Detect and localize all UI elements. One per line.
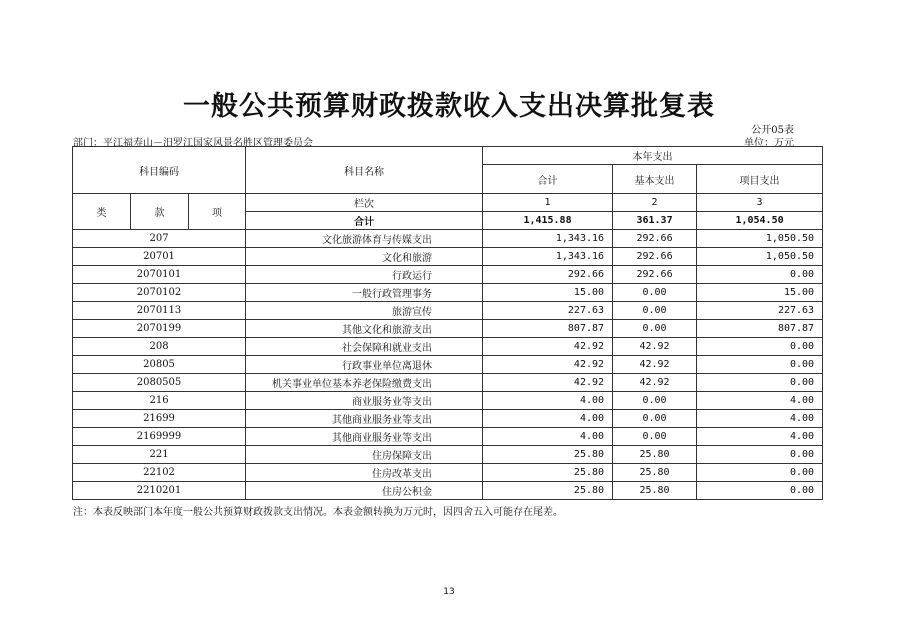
column-index-2: 2: [613, 194, 697, 212]
table-row: [73, 338, 823, 356]
header-kuan: 款: [131, 194, 189, 230]
row-name: 其他文化和旅游支出: [246, 320, 483, 338]
table-row: [73, 392, 823, 410]
row-code: 216: [73, 392, 246, 410]
row-project: 0.00: [697, 374, 823, 392]
row-basic: 0.00: [613, 428, 697, 446]
header-year-expenditure: 本年支出: [483, 147, 823, 165]
row-total: 25.80: [483, 464, 613, 482]
column-index-1: 1: [483, 194, 613, 212]
row-name: 住房公积金: [246, 482, 483, 500]
row-total: 25.80: [483, 446, 613, 464]
column-index-3: 3: [697, 194, 823, 212]
table-row: [73, 320, 823, 338]
header-project: 项目支出: [697, 165, 823, 194]
row-total: 15.00: [483, 284, 613, 302]
row-name: 旅游宣传: [246, 302, 483, 320]
header-lei: 类: [73, 194, 131, 230]
footnote: 注：本表反映部门本年度一般公共预算财政拨款支出情况。本表金额转换为万元时，因四舍五入可能存在尾差。: [73, 507, 563, 518]
row-name: 一般行政管理事务: [246, 284, 483, 302]
table-row: [73, 428, 823, 446]
table-row: [73, 302, 823, 320]
row-project: 0.00: [697, 482, 823, 500]
row-basic: 42.92: [613, 356, 697, 374]
row-total: 292.66: [483, 266, 613, 284]
page-number: 13: [443, 587, 455, 597]
header-basic: 基本支出: [613, 165, 697, 194]
row-project: 4.00: [697, 410, 823, 428]
header-total: 合计: [483, 165, 613, 194]
row-basic: 292.66: [613, 248, 697, 266]
row-basic: 25.80: [613, 482, 697, 500]
department-label: 部门：平江福寿山－汨罗江国家风景名胜区管理委员会: [73, 138, 313, 149]
row-project: 0.00: [697, 266, 823, 284]
row-basic: 42.92: [613, 338, 697, 356]
row-basic: 42.92: [613, 374, 697, 392]
sum-label: 合计: [246, 212, 483, 230]
row-name: 社会保障和就业支出: [246, 338, 483, 356]
row-name: 住房改革支出: [246, 464, 483, 482]
table-row: [73, 230, 823, 248]
row-total: 4.00: [483, 428, 613, 446]
row-project: 0.00: [697, 446, 823, 464]
header-row-1: [73, 147, 823, 165]
row-code: 2070101: [73, 266, 246, 284]
row-project: 807.87: [697, 320, 823, 338]
table-row: [73, 410, 823, 428]
budget-table: [72, 146, 823, 500]
row-code: 2210201: [73, 482, 246, 500]
row-code: 221: [73, 446, 246, 464]
row-code: 207: [73, 230, 246, 248]
row-total: 4.00: [483, 410, 613, 428]
header-name: 科目名称: [246, 147, 483, 194]
table-row: [73, 374, 823, 392]
row-name: 行政运行: [246, 266, 483, 284]
row-project: 0.00: [697, 356, 823, 374]
page-title: 一般公共预算财政拨款收入支出决算批复表: [183, 91, 715, 122]
header-column-index: 栏次: [246, 194, 483, 212]
row-total: 42.92: [483, 338, 613, 356]
header-code: 科目编码: [73, 147, 246, 194]
row-basic: 25.80: [613, 446, 697, 464]
row-code: 208: [73, 338, 246, 356]
row-code: 21699: [73, 410, 246, 428]
sum-total: 1,415.88: [483, 212, 613, 230]
row-name: 机关事业单位基本养老保险缴费支出: [246, 374, 483, 392]
row-code: 20805: [73, 356, 246, 374]
row-name: 行政事业单位离退休: [246, 356, 483, 374]
row-project: 0.00: [697, 338, 823, 356]
row-project: 1,050.50: [697, 248, 823, 266]
sum-basic: 361.37: [613, 212, 697, 230]
row-total: 42.92: [483, 356, 613, 374]
row-project: 4.00: [697, 392, 823, 410]
row-total: 4.00: [483, 392, 613, 410]
table-row: [73, 482, 823, 500]
row-basic: 292.66: [613, 230, 697, 248]
sum-project: 1,054.50: [697, 212, 823, 230]
row-name: 其他商业服务业等支出: [246, 410, 483, 428]
row-total: 227.63: [483, 302, 613, 320]
header-xiang: 项: [189, 194, 246, 230]
row-total: 1,343.16: [483, 248, 613, 266]
row-basic: 0.00: [613, 410, 697, 428]
row-basic: 25.80: [613, 464, 697, 482]
row-project: 1,050.50: [697, 230, 823, 248]
row-name: 其他商业服务业等支出: [246, 428, 483, 446]
row-basic: 0.00: [613, 302, 697, 320]
row-code: 2169999: [73, 428, 246, 446]
table-row: [73, 284, 823, 302]
row-name: 文化旅游体育与传媒支出: [246, 230, 483, 248]
row-basic: 0.00: [613, 284, 697, 302]
row-total: 1,343.16: [483, 230, 613, 248]
form-number: 公开05表: [751, 125, 794, 136]
row-name: 商业服务业等支出: [246, 392, 483, 410]
row-code: 2070199: [73, 320, 246, 338]
row-total: 25.80: [483, 482, 613, 500]
row-code: 2080505: [73, 374, 246, 392]
row-code: 20701: [73, 248, 246, 266]
row-project: 227.63: [697, 302, 823, 320]
table-row: [73, 446, 823, 464]
row-name: 住房保障支出: [246, 446, 483, 464]
header-row-3: [73, 194, 823, 212]
table-row: [73, 266, 823, 284]
row-basic: 0.00: [613, 320, 697, 338]
row-code: 2070102: [73, 284, 246, 302]
row-basic: 0.00: [613, 392, 697, 410]
table-row: [73, 464, 823, 482]
row-name: 文化和旅游: [246, 248, 483, 266]
row-code: 22102: [73, 464, 246, 482]
row-total: 42.92: [483, 374, 613, 392]
row-code: 2070113: [73, 302, 246, 320]
row-basic: 292.66: [613, 266, 697, 284]
row-project: 15.00: [697, 284, 823, 302]
row-total: 807.87: [483, 320, 613, 338]
table-row: [73, 356, 823, 374]
row-project: 0.00: [697, 464, 823, 482]
table-row: [73, 248, 823, 266]
unit-label: 单位：万元: [744, 138, 794, 149]
row-project: 4.00: [697, 428, 823, 446]
